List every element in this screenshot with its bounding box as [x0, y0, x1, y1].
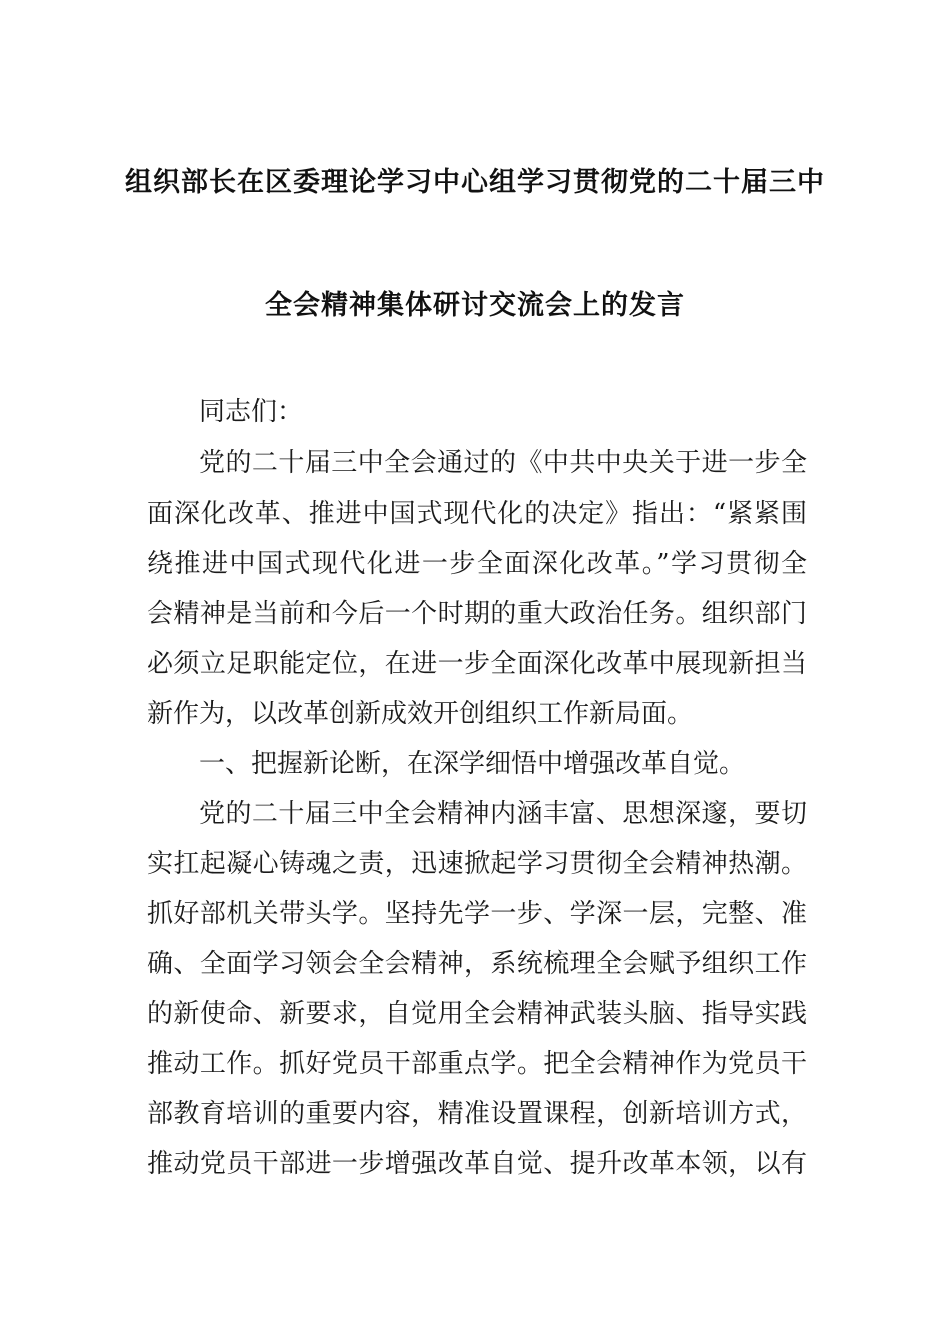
salutation: 同志们： [199, 397, 304, 427]
paragraph-line: 党的二十届三中全会精神内涵丰富、思想深邃，要切 [199, 799, 807, 829]
paragraph-line: 抓好部机关带头学。坚持先学一步、学深一层，完整、准 [147, 899, 807, 929]
paragraph-line: 会精神是当前和今后一个时期的重大政治任务。组织部门 [147, 599, 807, 629]
paragraph-line: 部教育培训的重要内容，精准设置课程，创新培训方式， [147, 1099, 807, 1129]
paragraph-line: 确、全面学习领会全会精神，系统梳理全会赋予组织工作 [147, 949, 807, 979]
paragraph-line: 实扛起凝心铸魂之责，迅速掀起学习贯彻全会精神热潮。 [147, 849, 807, 879]
section-heading: 一、把握新论断，在深学细悟中增强改革自觉。 [199, 749, 746, 779]
paragraph-line: 党的二十届三中全会通过的《中共中央关于进一步全 [199, 448, 807, 478]
paragraph-line: 新作为，以改革创新成效开创组织工作新局面。 [147, 699, 694, 729]
paragraph-line: 推动工作。抓好党员干部重点学。把全会精神作为党员干 [147, 1049, 807, 1079]
document-title-line-1: 组织部长在区委理论学习中心组学习贯彻党的二十届三中 [125, 167, 825, 198]
paragraph-line: 面深化改革、推进中国式现代化的决定》指出：“紧紧围 [147, 499, 807, 529]
paragraph-line: 绕推进中国式现代化进一步全面深化改革。”学习贯彻全 [147, 549, 807, 579]
paragraph-line: 的新使命、新要求，自觉用全会精神武装头脑、指导实践 [147, 999, 807, 1029]
paragraph-line: 必须立足职能定位，在进一步全面深化改革中展现新担当 [147, 649, 807, 679]
document-title-line-2: 全会精神集体研讨交流会上的发言 [265, 290, 685, 321]
paragraph-line: 推动党员干部进一步增强改革自觉、提升改革本领，以有 [147, 1149, 807, 1179]
